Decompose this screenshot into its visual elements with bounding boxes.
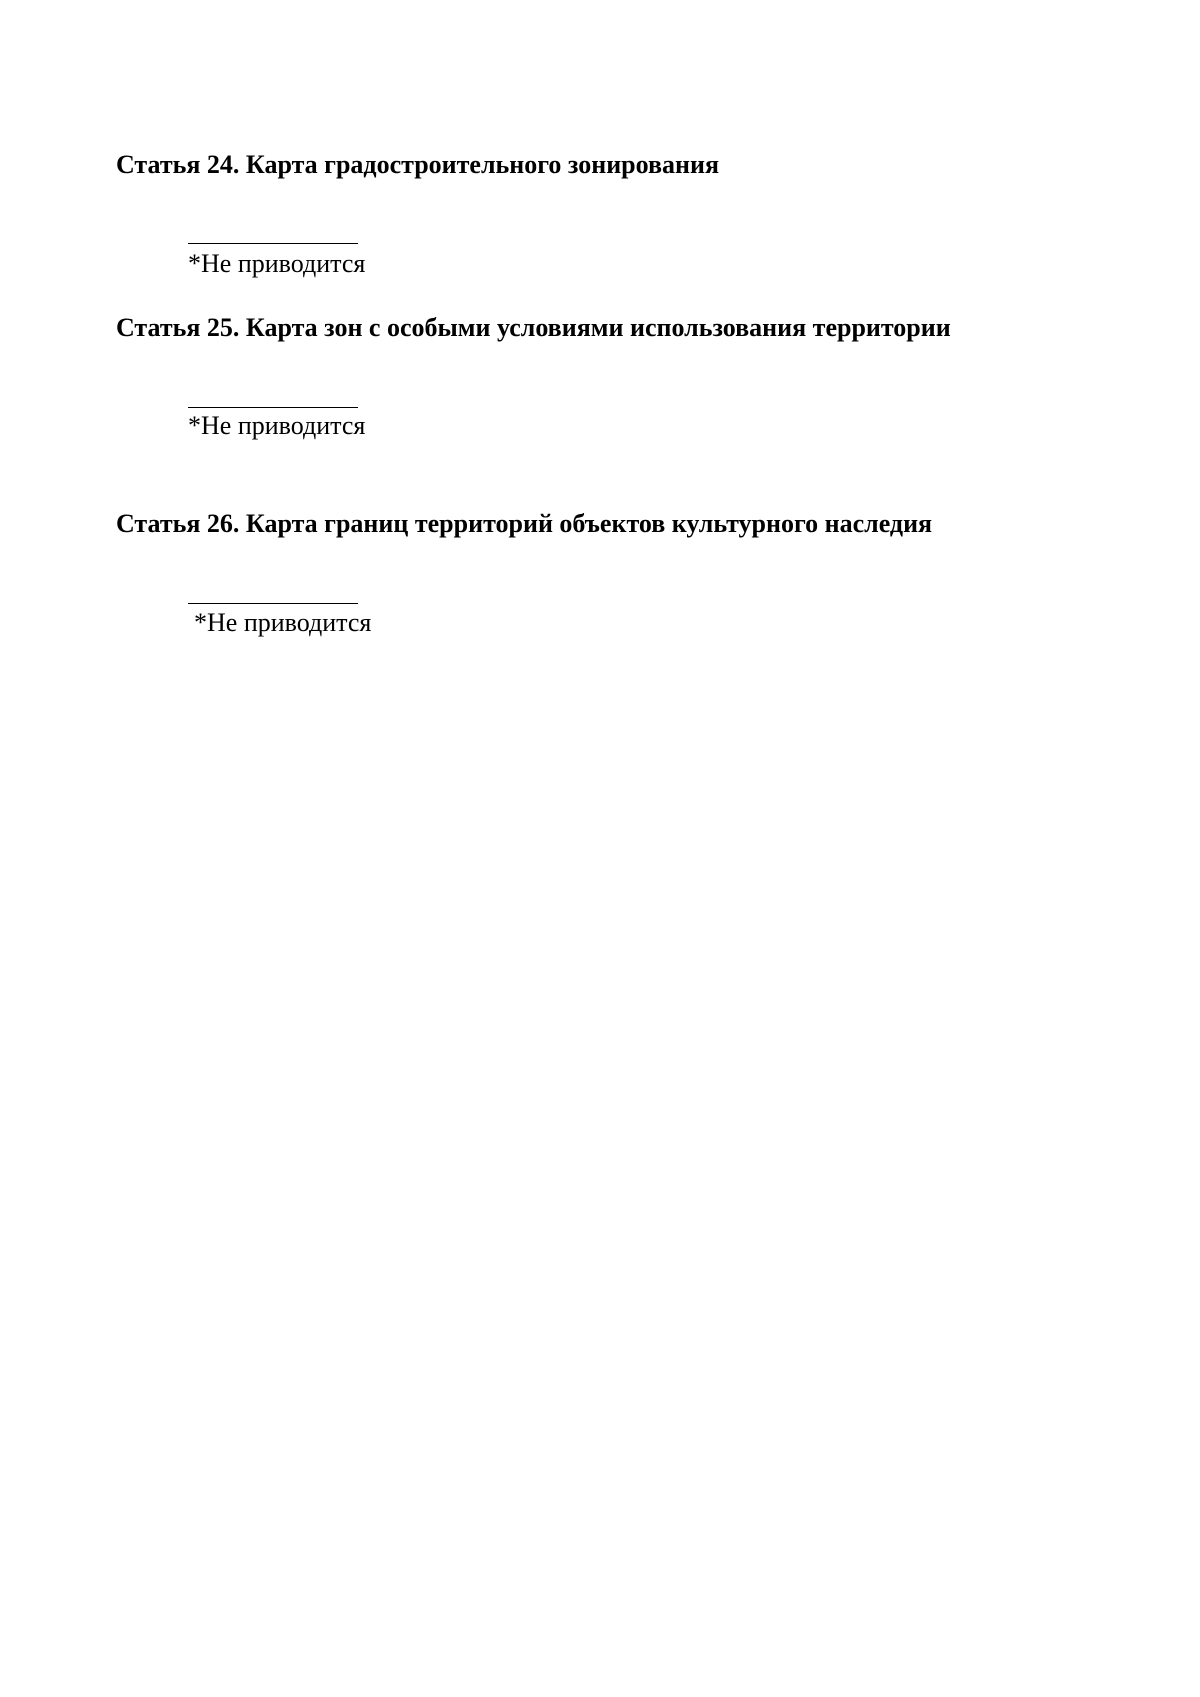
article-24-footnote: *Не приводится	[188, 249, 366, 278]
article-25-footnote: *Не приводится	[188, 411, 366, 440]
article-26-footnote: *Не приводится	[194, 608, 372, 637]
article-26-heading: Статья 26. Карта границ территорий объектов культурного наследия	[116, 509, 933, 538]
article-24-heading: Статья 24. Карта градостроительного зонирования	[116, 150, 720, 179]
article-25-heading: Статья 25. Карта зон с особыми условиями использования территории	[116, 313, 951, 342]
footnote-separator	[188, 243, 358, 244]
footnote-separator	[188, 407, 358, 408]
footnote-separator	[188, 603, 358, 604]
